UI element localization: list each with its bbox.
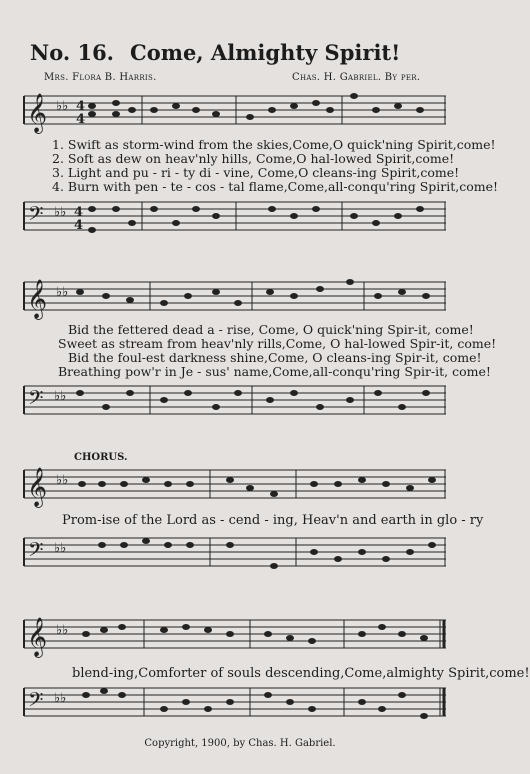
music-system-1-treble xyxy=(24,90,446,136)
svg-text:𝄞: 𝄞 xyxy=(27,279,48,319)
svg-text:♭♭: ♭♭ xyxy=(54,205,67,220)
svg-text:♭♭: ♭♭ xyxy=(54,389,67,404)
svg-text:𝄢: 𝄢 xyxy=(28,202,44,230)
svg-text:𝄢: 𝄢 xyxy=(28,386,44,414)
svg-text:4: 4 xyxy=(74,218,84,233)
svg-text:♭♭: ♭♭ xyxy=(56,473,69,488)
svg-text:♭♭: ♭♭ xyxy=(56,623,69,638)
verse-4-line-1: 4. Burn with pen - te - cos - tal flame,Come,all-conqu'ring Spirit,come! xyxy=(52,179,499,194)
svg-text:4: 4 xyxy=(76,112,86,127)
svg-text:𝄢: 𝄢 xyxy=(28,688,44,716)
chorus-line-2: blend-ing,Comforter of souls descending,Come,almighty Spirit,come! xyxy=(72,666,530,681)
music-system-2-bass xyxy=(24,380,446,426)
verse-2-line-1: 2. Soft as dew on heav'nly hills, Come,O hal-lowed Spirit,come! xyxy=(52,151,455,166)
svg-text:♭♭: ♭♭ xyxy=(56,99,69,114)
verse-4-line-2: Breathing pow'r in Je - sus' name,Come,all-conqu'ring Spir-it, come! xyxy=(58,364,491,379)
author-credit: Mrs. Flora B. Harris. xyxy=(44,72,157,83)
verse-3-line-2: Bid the foul-est darkness shine,Come, O cleans-ing Spir-it, come! xyxy=(68,350,482,365)
svg-text:4: 4 xyxy=(74,205,84,220)
chorus-system-1-treble xyxy=(24,464,446,510)
composer-credit: Chas. H. Gabriel. By per. xyxy=(292,72,421,83)
chorus-line-1: Prom-ise of the Lord as - cend - ing, Heav'n and earth in glo - ry xyxy=(62,513,484,528)
svg-text:𝄞: 𝄞 xyxy=(27,467,48,507)
svg-text:♭♭: ♭♭ xyxy=(54,541,67,556)
svg-text:𝄢: 𝄢 xyxy=(28,538,44,566)
verse-3-line-1: 3. Light and pu - ri - ty di - vine, Come,O cleans-ing Spirit,come! xyxy=(52,165,460,180)
svg-text:𝄞: 𝄞 xyxy=(27,93,48,133)
verse-1-line-1: 1. Swift as storm-wind from the skies,Come,O quick'ning Spirit,come! xyxy=(52,137,496,152)
music-system-1-bass xyxy=(24,196,446,242)
chorus-label: CHORUS. xyxy=(74,452,128,463)
hymn-title: Come, Almighty Spirit! xyxy=(130,40,401,65)
verse-1-line-2: Bid the fettered dead a - rise, Come, O quick'ning Spir-it, come! xyxy=(68,322,474,337)
svg-text:𝄞: 𝄞 xyxy=(27,617,48,657)
svg-text:♭♭: ♭♭ xyxy=(56,285,69,300)
copyright-notice: Copyright, 1900, by Chas. H. Gabriel. xyxy=(144,738,336,749)
music-system-2-treble xyxy=(24,276,446,322)
verse-2-line-2: Sweet as stream from heav'nly rills,Come, O hal-lowed Spir-it, come! xyxy=(58,336,497,351)
hymn-number: No. 16. xyxy=(30,40,114,65)
svg-text:4: 4 xyxy=(76,99,86,114)
chorus-system-1-bass xyxy=(24,532,446,578)
chorus-system-2-bass xyxy=(24,682,446,728)
chorus-system-2-treble xyxy=(24,614,446,660)
svg-text:♭♭: ♭♭ xyxy=(54,691,67,706)
